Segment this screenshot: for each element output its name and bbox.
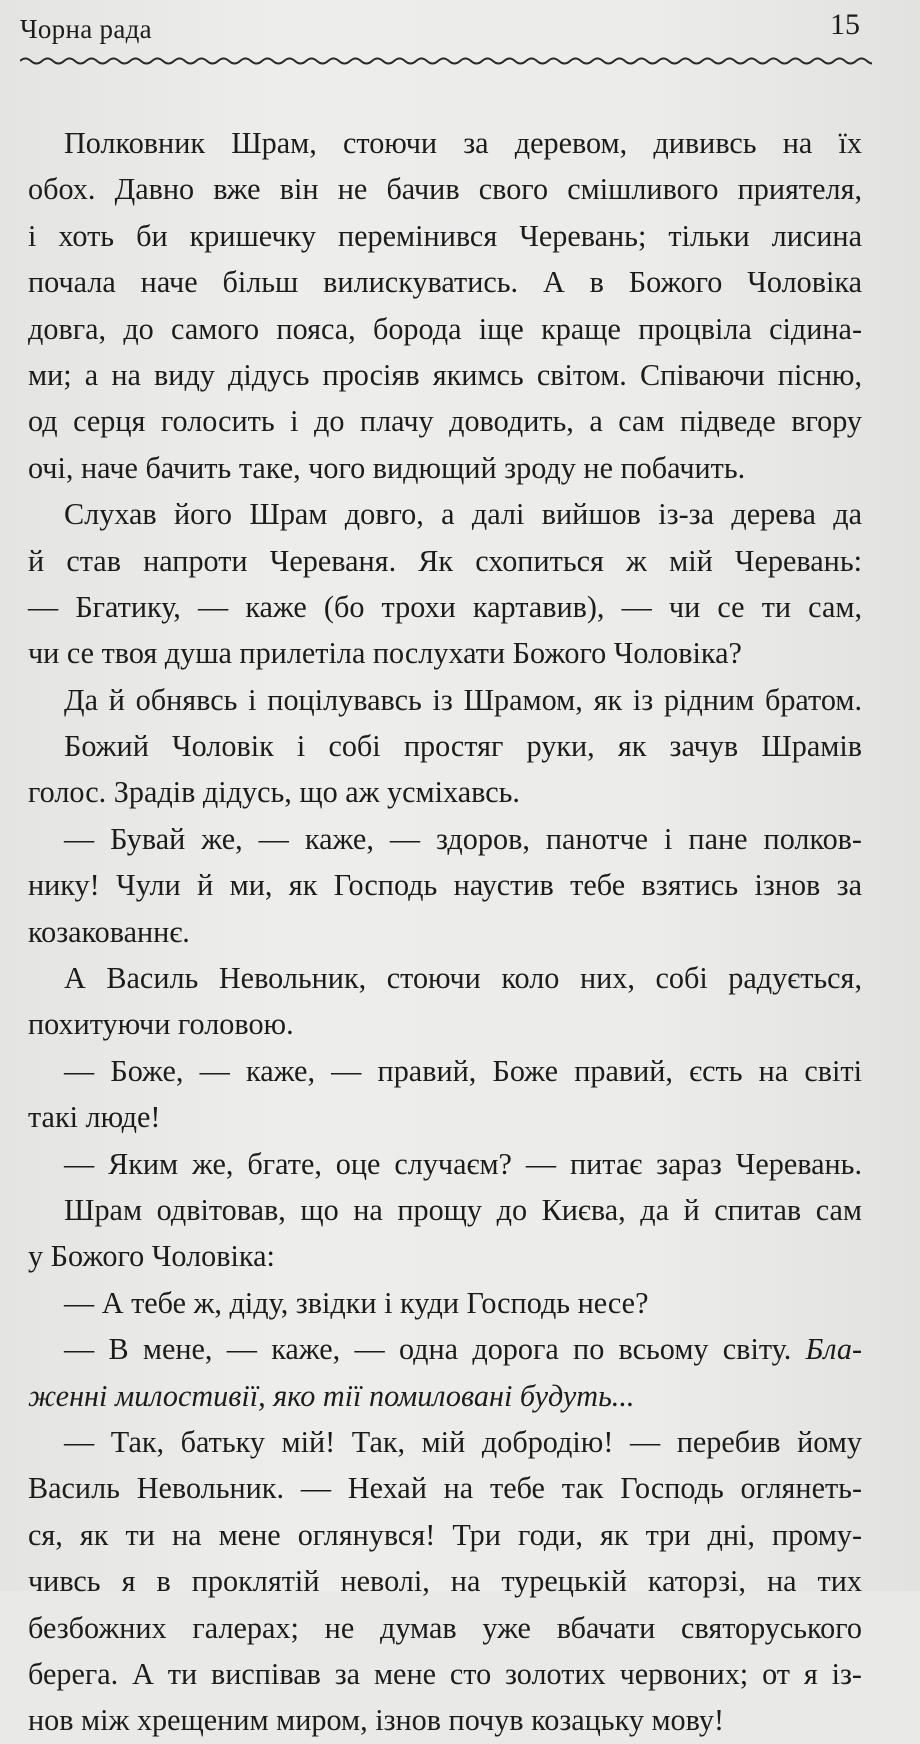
text-line: довга, до самого пояса, борода іще краще процвіла сідина- [28,311,862,346]
text-line: безбожних галерах; не думав уже вбачати святоруського [28,1610,862,1645]
text-line: й став напроти Череваня. Як схопиться ж мій Черевань: [28,543,862,578]
text-line: Полковник Шрам, стоючи за деревом, дививсь на їх [64,126,862,160]
text-run: — В мене, — каже, — одна дорога по всьому світу. [64,1332,806,1367]
text-line: од серця голосить і до плачу доводить, а сам підведе вгору [28,404,862,439]
text-line: почала наче більш вилискуватись. А в Божого Чоловіка [28,265,862,300]
text-line: берега. А ти виспівав за мене сто золотих червоних; от я із- [28,1656,862,1691]
italic-text-run: женні милостивії, яко тії помиловані будуть... [28,1378,635,1413]
text-line: очі, наче бачить таке, чого видющий зроду не побачить. [28,450,746,485]
text-line: ся, як ти на мене оглянувся! Три годи, як три дні, прому- [28,1517,862,1552]
text-line: похитуючи головою. [28,1007,294,1042]
text-line: Слухав його Шрам довго, а далі вийшов із-за дерева да [64,497,862,532]
text-line: — Так, батьку мій! Так, мій добродію! — перебив йому [64,1424,862,1459]
italic-text-run: Бла- [805,1332,862,1367]
text-line: обох. Давно вже він не бачив свого смішливого приятеля, [28,172,862,207]
text-line: Да й обнявсь і поцілувавсь із Шрамом, як із рідним братом. [64,682,862,717]
text-line: Василь Невольник. — Нехай на тебе так Господь оглянеть- [28,1471,862,1506]
text-line: — А тебе ж, діду, звідки і куди Господь несе? [64,1285,649,1320]
text-line: козакованнє. [28,914,190,949]
text-line: Шрам одвітовав, що на прощу до Києва, да й спитав сам [64,1192,862,1227]
text-line: чивсь я в проклятій неволі, на турецькій каторзі, на тих [28,1564,862,1599]
decorative-wave-rule [20,50,872,72]
text-line: нов між хрещеним миром, ізнов почув козацьку мову! [28,1703,725,1738]
text-line: такі люде! [28,1100,161,1135]
page-number: 15 [830,8,860,41]
text-line [28,1326,862,1372]
page-header [20,6,860,46]
body-text [28,120,862,1744]
text-line: — Бгатику, — каже (бо трохи картавив), — чи се ти сам, [28,589,862,624]
text-line: Божий Чоловік і собі простяг руки, як зачув Шрамів [64,729,862,764]
text-line: — Бувай же, — каже, — здоров, панотче і пане полков- [64,821,862,856]
text-line: — Яким же, бгате, оце случаєм? — питає зараз Черевань. [64,1146,862,1181]
text-line: у Божого Чоловіка: [28,1239,275,1274]
text-line: голос. Зрадів дідусь, що аж усміхавсь. [28,775,520,810]
text-line: чи се твоя душа прилетіла послухати Божого Чоловіка? [28,636,742,671]
running-title: Чорна рада [20,14,152,44]
text-line: ми; а на виду дідусь просіяв якимсь світом. Співаючи пісню, [28,357,862,392]
text-line: і хоть би кришечку перемінився Черевань; тільки лисина [28,218,862,253]
text-line: А Василь Невольник, стоючи коло них, собі радується, [64,961,862,996]
text-line: — Боже, — каже, — правий, Боже правий, єсть на світі [64,1053,862,1088]
text-line [28,1373,862,1419]
text-line: нику! Чули й ми, як Господь наустив тебе взятись ізнов за [28,868,862,903]
